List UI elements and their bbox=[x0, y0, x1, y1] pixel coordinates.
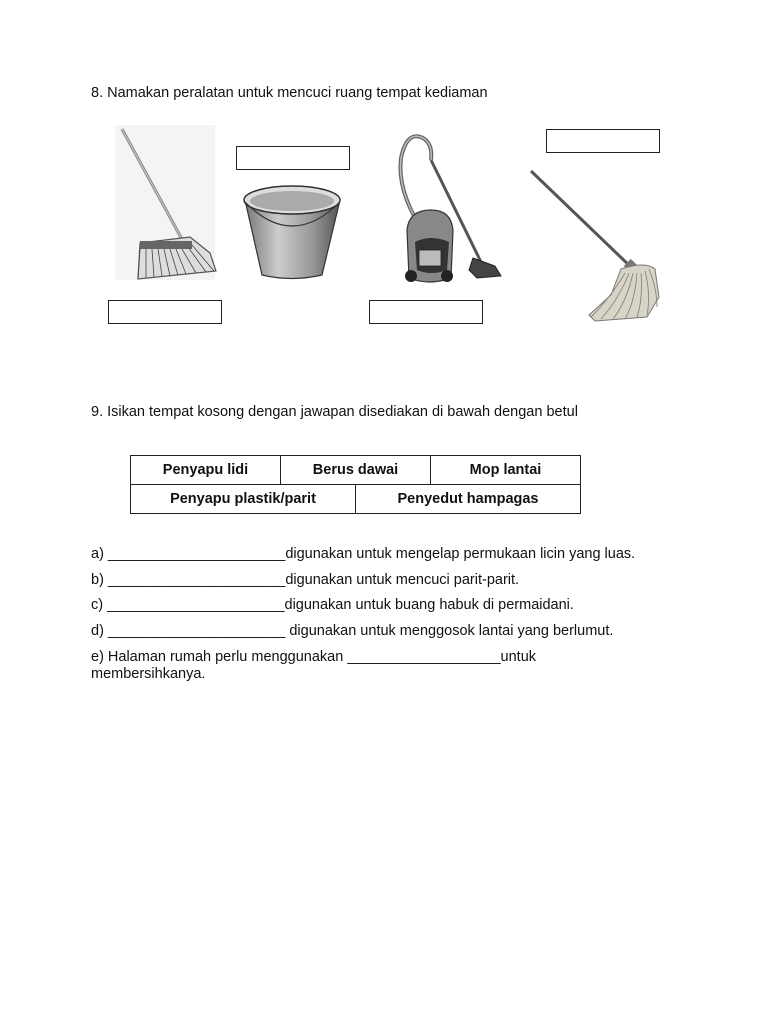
fill-blank-b: b) ______________________digunakan untuk mencuci parit-parit. bbox=[91, 572, 520, 588]
question-9-text: 9. Isikan tempat kosong dengan jawapan disediakan di bawah dengan betul bbox=[91, 404, 578, 420]
answer-box-mop[interactable] bbox=[546, 129, 660, 153]
broom-icon bbox=[110, 125, 225, 285]
question-8-text: 8. Namakan peralatan untuk mencuci ruang tempat kediaman bbox=[91, 85, 488, 101]
answer-box-vacuum[interactable] bbox=[369, 300, 483, 324]
word-bank-cell: Penyedut hampagas bbox=[356, 485, 581, 514]
word-bank-table bbox=[130, 455, 581, 514]
fill-blank-d: d) ______________________ digunakan untuk menggosok lantai yang berlumut. bbox=[91, 623, 614, 639]
word-bank-row-1 bbox=[131, 456, 581, 485]
word-bank-cell: Berus dawai bbox=[281, 456, 431, 485]
answer-box-bucket[interactable] bbox=[236, 146, 350, 170]
word-bank-cell: Penyapu lidi bbox=[131, 456, 281, 485]
vacuum-cleaner-icon bbox=[393, 130, 503, 288]
word-bank-cell: Penyapu plastik/parit bbox=[131, 485, 356, 514]
fill-blank-e-continued: membersihkanya. bbox=[91, 666, 206, 682]
fill-blank-a: a) ______________________digunakan untuk mengelap permukaan licin yang luas. bbox=[91, 546, 636, 562]
fill-blank-e: e) Halaman rumah perlu menggunakan ___________________untuk bbox=[91, 649, 537, 665]
word-bank-cell: Mop lantai bbox=[431, 456, 581, 485]
mop-icon bbox=[525, 165, 665, 325]
bucket-icon bbox=[240, 180, 345, 282]
word-bank-row-2 bbox=[131, 485, 581, 514]
answer-box-broom[interactable] bbox=[108, 300, 222, 324]
fill-blank-c: c) ______________________digunakan untuk buang habuk di permaidani. bbox=[91, 597, 574, 613]
